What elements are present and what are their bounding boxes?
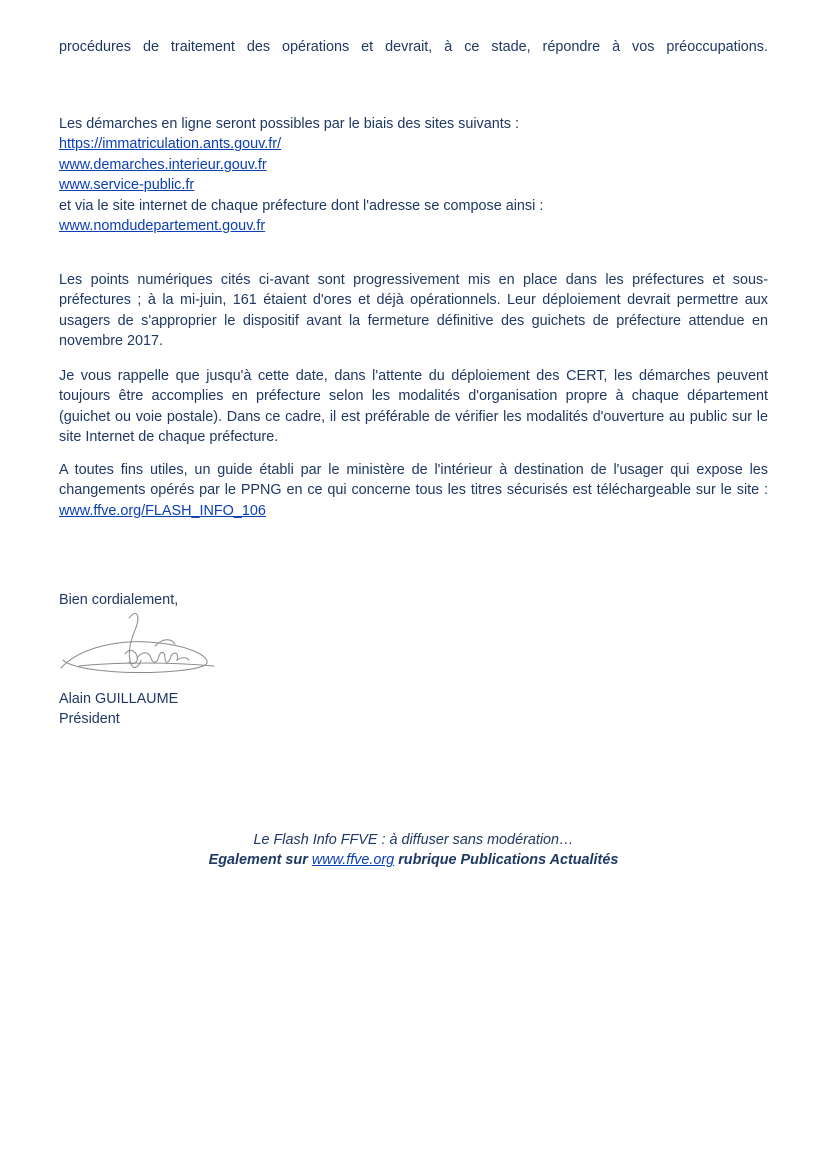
- rappel-paragraph-block: [59, 366, 768, 448]
- link-service-public[interactable]: www.service-public.fr: [59, 177, 195, 194]
- guide-text: A toutes fins utiles, un guide établi par le ministère de l'intérieur à destination de l'usager qui expose les changements opérés par le PPNG en ce qui concerne tous les titres sécurisés est téléchargeable sur le site :: [59, 462, 768, 499]
- footer-suffix: rubrique Publications Actualités: [398, 852, 619, 869]
- intro-fragment: procédures de traitement des opérations et devrait, à ce stade, répondre à vos préoccupations.: [59, 39, 768, 55]
- rappel-paragraph: Je vous rappelle que jusqu'à cette date, dans l'attente du déploiement des CERT, les démarches peuvent toujours être accomplies en préfecture selon les modalités d'organisation propre à chaque département (guichet ou voie postale). Dans ce cadre, il est préférable de vérifier les modalités d'ouverture au public sur le site Internet de chaque préfecture.: [59, 368, 768, 446]
- online-procedures-block: [59, 114, 768, 236]
- prefecture-lead: et via le site internet de chaque préfecture dont l'adresse se compose ainsi :: [59, 197, 544, 214]
- intro-fragment-block: [59, 37, 768, 57]
- signatory-name: Alain GUILLAUME: [59, 691, 179, 707]
- link-ants[interactable]: https://immatriculation.ants.gouv.fr/: [59, 136, 282, 153]
- footer-line2: [59, 850, 768, 870]
- guide-paragraph: [59, 460, 768, 521]
- footer: [59, 830, 768, 871]
- link-ffve[interactable]: www.ffve.org: [311, 852, 395, 869]
- signatory-title: Président: [59, 711, 120, 728]
- footer-prefix: Egalement sur: [208, 852, 308, 869]
- link-flash-info[interactable]: www.ffve.org/FLASH_INFO_106: [59, 502, 266, 519]
- guide-paragraph-block: [59, 460, 768, 521]
- salutation: Bien cordialement,: [59, 592, 179, 608]
- online-lead: Les démarches en ligne seront possibles par le biais des sites suivants :: [59, 116, 519, 132]
- points-paragraph-block: [59, 270, 768, 352]
- points-paragraph: Les points numériques cités ci-avant sont progressivement mis en place dans les préfectures et sous-préfectures ; à la mi-juin, 161 étaient d'ores et déjà opérationnels. Leur déploiement devrait permettre aux usagers de s'approprier le dispositif avant la fermeture définitive des guichets de préfecture attendue en novembre 2017.: [59, 272, 768, 350]
- handwritten-signature: [59, 608, 219, 686]
- link-nomdudepartement[interactable]: www.nomdudepartement.gouv.fr: [59, 218, 266, 235]
- link-demarches-interieur[interactable]: www.demarches.interieur.gouv.fr: [59, 156, 267, 173]
- footer-line1: Le Flash Info FFVE : à diffuser sans modération…: [253, 832, 574, 848]
- signatory-block: [59, 689, 768, 730]
